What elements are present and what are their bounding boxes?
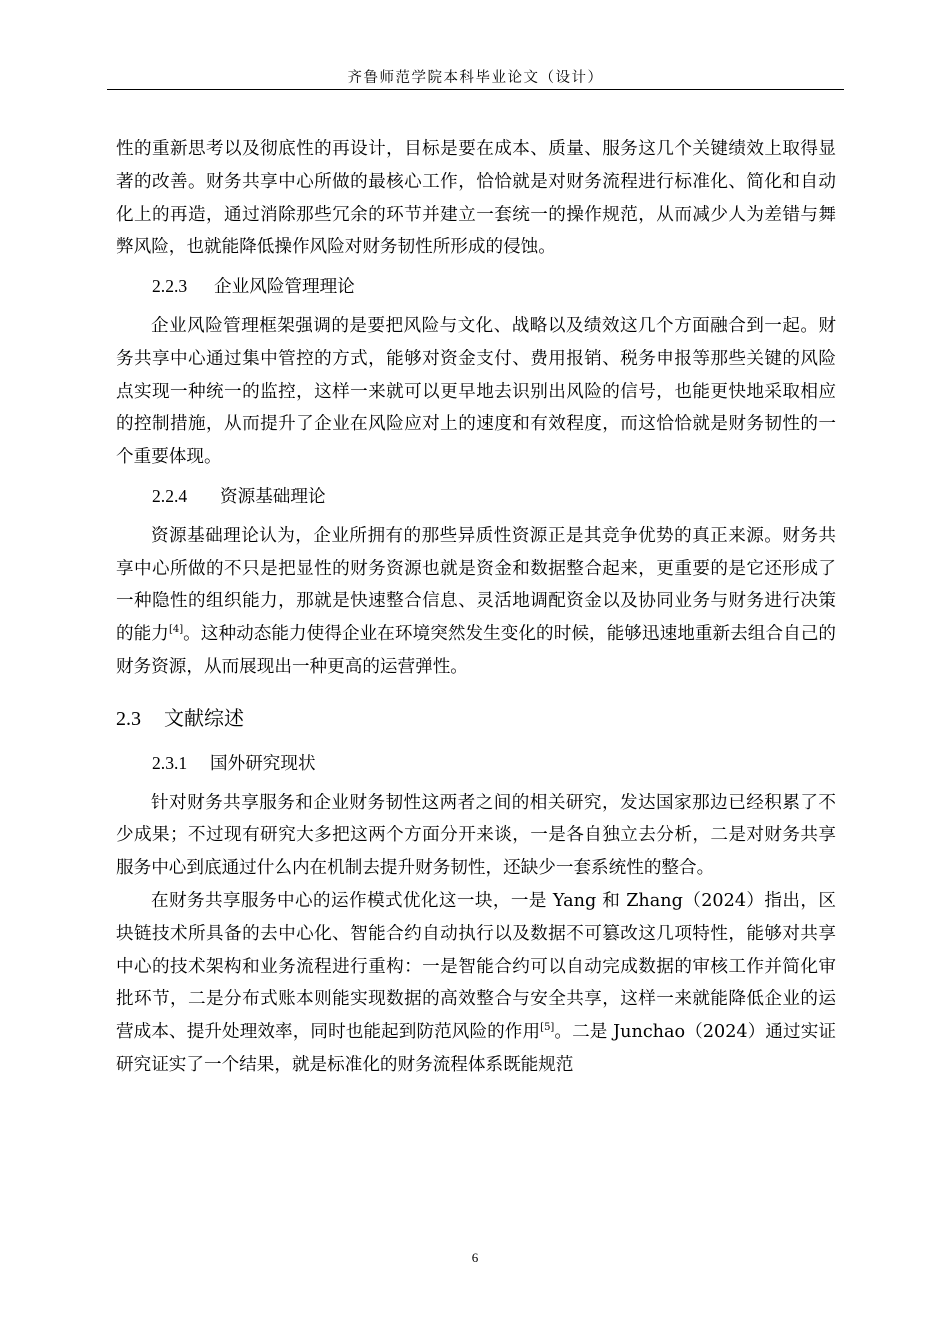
heading-title: 企业风险管理理论	[214, 277, 355, 298]
heading-number: 2.2.4	[152, 485, 188, 506]
subsection-heading-2-2-3	[116, 270, 836, 304]
paragraph-risk-management: 企业风险管理框架强调的是要把风险与文化、战略以及绩效这几个方面融合到一起。财务共享中心通过集中管控的方式，能够对资金支付、费用报销、税务申报等那些关键的风险点实现一种统一的监控，这样一来就可以更早地去识别出风险的信号，也能更快地采取相应的控制措施，从而提升了企业在风险应对上的速度和有效程度，而这恰恰就是财务韧性的一个重要体现。	[116, 315, 836, 468]
paragraph-continued: 性的重新思考以及彻底性的再设计，目标是要在成本、质量、服务这几个关键绩效上取得显著的改善。财务共享中心所做的最核心工作，恰恰就是对财务流程进行标准化、简化和自动化上的再造，通过消除那些冗余的环节并建立一套统一的操作规范，从而减少人为差错与舞弊风险，也就能降低操作风险对财务韧性所形成的侵蚀。	[116, 139, 836, 258]
citation-ref: [4]	[168, 624, 184, 636]
heading-title: 文献综述	[164, 705, 244, 730]
subsection-heading-2-2-4	[116, 480, 836, 514]
header-rule	[107, 89, 844, 90]
page-number: 6	[471, 1250, 479, 1265]
running-header: 齐鲁师范学院本科毕业论文（设计）	[347, 70, 604, 86]
paragraph-text: 。这种动态能力使得企业在环境突然发生变化的时候，能够迅速地重新去组合自己的财务资源，从而展现出一种更高的运营弹性。	[116, 624, 836, 677]
subsection-heading-2-3-1	[116, 747, 836, 781]
paragraph-operation-mode	[116, 885, 836, 1082]
paragraph-text: 。二是 Junchao（2024）通过实证研究证实了一个结果，就是标准化的财务流程体系既能规范	[116, 1022, 836, 1075]
citation-ref: [5]	[540, 1022, 555, 1034]
page-body	[116, 133, 836, 1082]
paragraph-text: 资源基础理论认为，企业所拥有的那些异质性资源正是其竞争优势的真正来源。财务共享中心所做的不只是把显性的财务资源也就是资金和数据整合起来，更重要的是它还形成了一种隐性的组织能力，那就是快速整合信息、灵活地调配资金以及协同业务与财务进行决策的能力	[116, 525, 836, 645]
heading-number: 2.3.1	[152, 752, 188, 773]
heading-number: 2.3	[116, 707, 141, 730]
heading-title: 国外研究现状	[210, 753, 316, 774]
paragraph-foreign-research: 针对财务共享服务和企业财务韧性这两者之间的相关研究，发达国家那边已经积累了不少成果；不过现有研究大多把这两个方面分开来谈，一是各自独立去分析，二是对财务共享服务中心到底通过什么内在机制去提升财务韧性，还缺少一套系统性的整合。	[116, 792, 836, 879]
heading-title: 资源基础理论	[220, 486, 326, 507]
heading-number: 2.2.3	[152, 276, 188, 297]
paragraph-resource-based-view	[116, 520, 836, 684]
paragraph-text: 在财务共享服务中心的运作模式优化这一块，一是 Yang 和 Zhang（2024）指出，区块链技术所具备的去中心化、智能合约自动执行以及数据不可篡改这几项特性，能够对共享中心的技术架构和业务流程进行重构：一是智能合约可以自动完成数据的审核工作并简化审批环节，二是分布式账本则能实现数据的高效整合与安全共享，这样一来就能降低企业的运营成本、提升处理效率，同时也能起到防范风险的作用	[116, 890, 836, 1043]
section-heading-2-3	[116, 700, 836, 737]
